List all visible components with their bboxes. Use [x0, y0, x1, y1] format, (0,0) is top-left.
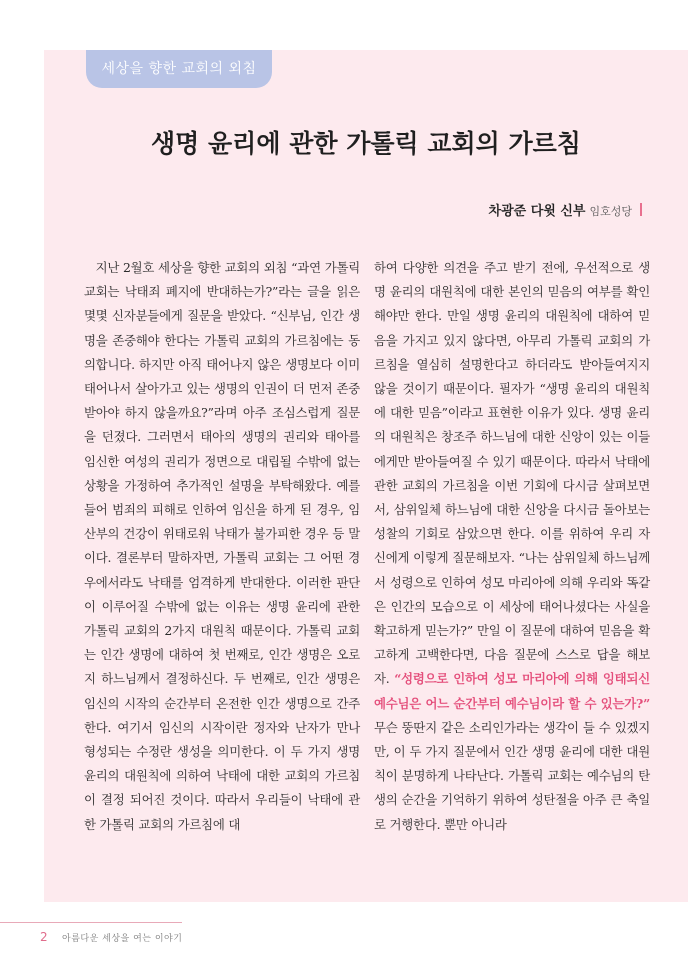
- left-column-text: 지난 2월호 세상을 향한 교회의 외침 “과연 가톨릭 교회는 낙태죄 폐지에 반대하는가?”라는 글을 읽은 몇몇 신자분들에게 질문을 받았다. “신부님, 인간 생명을 존중해야 한다는 가톨릭 교회의 가르침에는 동의합니다. 하지만 아직 태어나지 않은 생명보다 이미 태어나서 살아가고 있는 생명의 인권이 더 먼저 존중 받아야 하지 않을까요?”라며 아주 조심스럽게 질문을 던졌다. 그러면서 태아의 생명의 권리와 태아를 임신한 여성의 권리가 정면으로 대립될 수밖에 없는 상황을 가정하여 추가적인 설명을 부탁해왔다. 예를 들어 범죄의 피해로 인하여 임신을 하게 된 경우, 임산부의 건강이 위태로워 낙태가 불가피한 경우 등 말이다. 결론부터 말하자면, 가톨릭 교회는 그 어떤 경우에서라도 낙태를 엄격하게 반대한다. 이러한 판단이 이루어질 수밖에 없는 이유는 생명 윤리에 관한 가톨릭 교회의 2가지 대원칙 때문이다. 가톨릭 교회는 인간 생명에 대하여 첫 번째로, 인간 생명은 오로지 하느님께서 결정하신다. 두 번째로, 인간 생명은 임신의 시작의 순간부터 온전한 인간 생명으로 간주한다. 여기서 임신의 시작이란 정자와 난자가 만나 형성되는 수정란 생성을 의미한다. 이 두 가지 생명 윤리의 대원칙에 의하여 낙태에 대한 교회의 가르침이 결정 되어진 것이다. 따라서 우리들이 낙태에 관한 가톨릭 교회의 가르침에 대: [84, 260, 361, 832]
- right-column-text-before: 하여 다양한 의견을 주고 받기 전에, 우선적으로 생명 윤리의 대원칙에 대한 본인의 믿음의 여부를 확인해야만 한다. 만일 생명 윤리의 대원칙에 대하여 믿음을 가지고 있지 않다면, 아무리 가톨릭 교회의 가르침을 열심히 설명한다고 하더라도 받아들여지지 않을 것이기 때문이다. 필자가 “생명 윤리의 대원칙에 대한 믿음”이라고 표현한 이유가 있다. 생명 윤리의 대원칙은 창조주 하느님에 대한 신앙이 있는 이들에게만 받아들여질 수 있기 때문이다. 따라서 낙태에 관한 교회의 가르침을 이번 기회에 다시금 살펴보면서, 삼위일체 하느님에 대한 신앙을 다시금 돌아보는 성찰의 기회로 삼았으면 한다. 이를 위하여 우리 자신에게 이렇게 질문해보자. “나는 삼위일체 하느님께서 성령으로 인하여 성모 마리아에 의해 우리와 똑같은 인간의 모습으로 이 세상에 태어나셨다는 사실을 확고하게 믿는가?” 만일 이 질문에 대하여 믿음을 확고하게 고백한다면, 다음 질문에 스스로 답을 해보자.: [374, 260, 650, 687]
- publication-title: 아름다운 세상을 여는 이야기: [62, 934, 183, 944]
- byline: [489, 200, 642, 219]
- page-number: 2: [40, 930, 48, 944]
- paragraph-left: [84, 256, 360, 837]
- article-title: 생명 윤리에 관한 가톨릭 교회의 가르침: [151, 129, 581, 158]
- highlighted-question: “성령으로 인하여 성모 마리아에 의해 잉태되신 예수님은 어느 순간부터 예수님이라 할 수 있는가?”: [374, 671, 650, 711]
- parish-name: 임호성당: [589, 205, 632, 218]
- byline-accent-bar: [640, 203, 642, 216]
- paragraph-right: [374, 256, 650, 837]
- article-column-right: [374, 256, 650, 837]
- section-tab: 세상을 향한 교회의 외침: [86, 50, 272, 88]
- footer-divider: [0, 922, 182, 923]
- right-column-text-after: 무슨 뚱딴지 같은 소리인가라는 생각이 들 수 있겠지만, 이 두 가지 질문에서 인간 생명 윤리에 대한 대원칙이 분명하게 나타난다. 가톨릭 교회는 예수님의 탄생의 순간을 기억하기 위하여 성탄절을 아주 큰 축일로 거행한다. 뿐만 아니라: [374, 719, 650, 832]
- article-column-left: [84, 256, 360, 837]
- author-name: 차광준 다윗 신부: [488, 204, 586, 219]
